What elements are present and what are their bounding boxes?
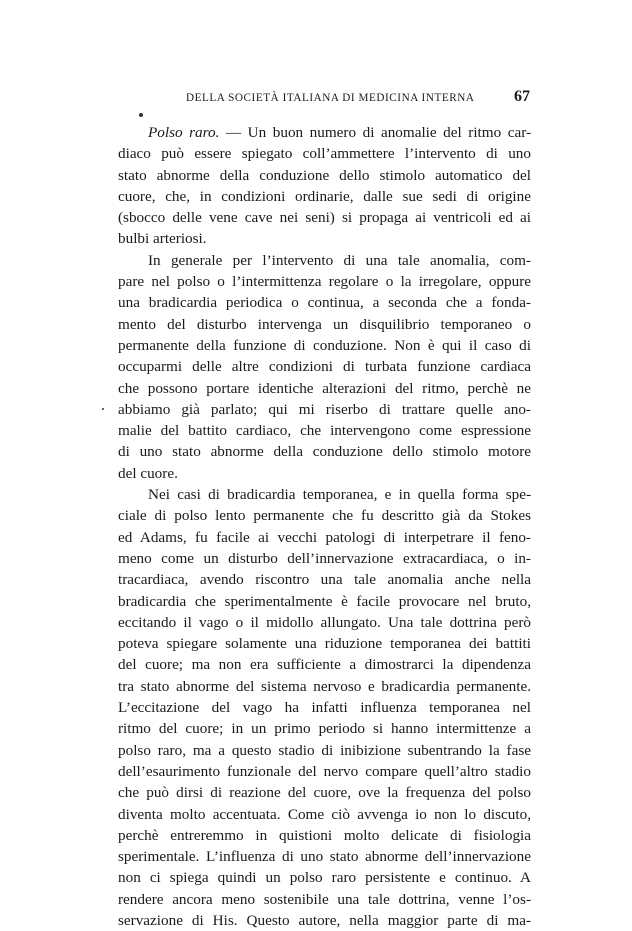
text-line: di uno stato abnorme della conduzione dello stimolo motore	[118, 443, 531, 461]
text-line: ritmo del cuore; in un primo periodo si hanno intermittenze a	[118, 720, 531, 738]
text-line: L’eccitazione del vago ha infatti influenza temporanea nel	[118, 699, 531, 717]
text-line: ed Adams, fu facile ai vecchi patologi di interpetrare il feno-	[118, 528, 531, 546]
text-line: bulbi arteriosi.	[118, 230, 207, 248]
text-line: abbiamo già parlato; qui mi riserbo di trattare quelle ano-	[118, 400, 531, 418]
body-text	[118, 122, 531, 931]
text-line: dell’esaurimento funzionale del nervo compare quell’altro stadio	[118, 762, 531, 780]
text-line: bradicardia che sperimentalmente è facile provocare nel bruto,	[118, 592, 531, 610]
text-line: stato abnorme della conduzione dello stimolo automatico del	[118, 166, 531, 184]
text-line: In generale per l’intervento di una tale anomalia, com-	[148, 251, 531, 269]
running-head: DELLA SOCIETÀ ITALIANA DI MEDICINA INTERNA	[186, 92, 475, 104]
text-line: diaco può essere spiegato coll’ammettere l’intervento di uno	[118, 145, 531, 163]
text-line: occuparmi delle altre condizioni di turbata funzione cardiaca	[118, 358, 531, 376]
text-line: Nei casi di bradicardia temporanea, e in quella forma spe-	[148, 486, 531, 504]
page-header	[148, 88, 530, 108]
text-line: rendere ancora meno sostenibile una tale dottrina, venne l’os-	[118, 890, 531, 908]
text-line: diventa molto accentuata. Come ciò avvenga io non lo discuto,	[118, 805, 531, 823]
text-line: polso raro, ma a questo stadio di inibizione subentrando la fase	[118, 741, 531, 759]
text-line: del cuore; ma non era sufficiente a dimostrarci la dipendenza	[118, 656, 531, 674]
section-lead: Polso raro.	[148, 124, 220, 141]
text-line: (sbocco delle vene cave nei seni) si propaga ai ventricoli ed ai	[118, 209, 531, 227]
page-number: 67	[514, 88, 530, 105]
text-line: permanente della funzione di conduzione. Non è qui il caso di	[118, 336, 531, 354]
text-line: meno come un disturbo dell’innervazione extracardiaca, o in-	[118, 549, 531, 567]
text-line: poteva spiegare solamente una riduzione temporanea dei battiti	[118, 635, 531, 653]
text-line: sperimentale. L’influenza di uno stato abnorme dell’innervazione	[118, 848, 531, 866]
text-line: perchè entreremmo in quistioni molto delicate di fisiologia	[118, 826, 531, 844]
text-line: non ci spiega quindi un polso raro persistente e continuo. A	[118, 869, 531, 887]
text-line: cuore, che, in condizioni ordinarie, dalle sue sedi di origine	[118, 187, 531, 205]
text-line: pare nel polso o l’intermittenza regolare o la irregolare, oppure	[118, 273, 531, 291]
text-line: servazione di His. Questo autore, nella maggior parte di ma-	[118, 911, 531, 929]
text-line: che può dirsi di reazione del cuore, ove la frequenza del polso	[118, 784, 531, 802]
text-line: una bradicardia periodica o continua, a seconda che a fonda-	[118, 294, 531, 312]
text-line: mento del disturbo intervenga un disquilibrio temporaneo o	[118, 315, 531, 333]
text-line: tra stato abnorme del sistema nervoso e bradicardia permanente.	[118, 677, 531, 695]
text-line: del cuore.	[118, 464, 178, 482]
text-line: che possono portare identiche alterazioni del ritmo, perchè ne	[118, 379, 531, 397]
text-line: malie del battito cardiaco, che intervengono come espressione	[118, 422, 531, 440]
text-line: Polso raro. — Un buon numero di anomalie del ritmo car-	[148, 124, 532, 141]
print-speck	[139, 113, 143, 117]
text-line: ciale di polso lento permanente che fu descritto già da Stokes	[118, 507, 531, 525]
text-line: eccitando il vago o il midollo allungato. Una tale dottrina però	[118, 613, 531, 631]
text-line: tracardiaca, avendo riscontro una tale anomalia anche nella	[118, 571, 531, 589]
print-speck	[102, 408, 104, 410]
